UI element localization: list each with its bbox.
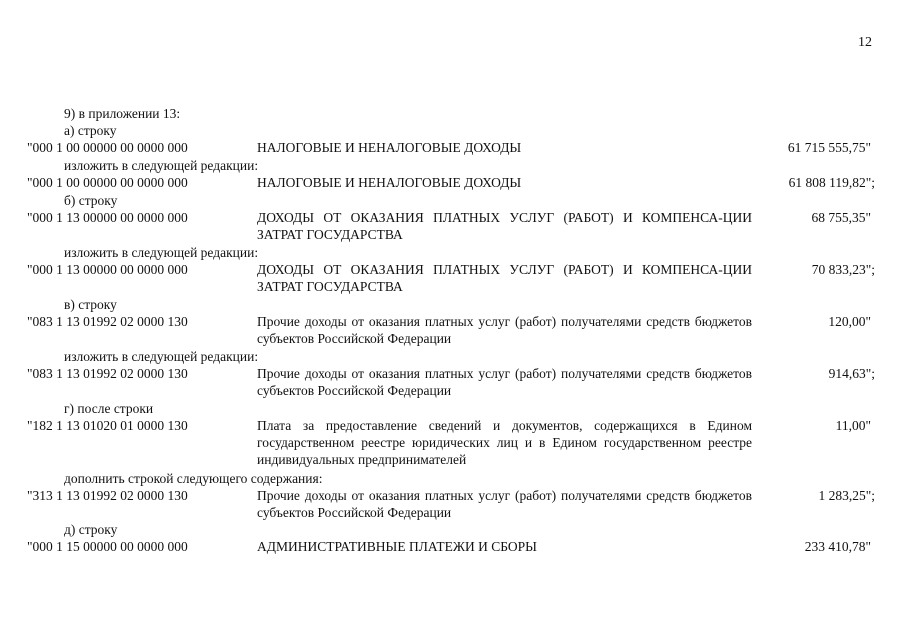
row-4-desc: ДОХОДЫ ОТ ОКАЗАНИЯ ПЛАТНЫХ УСЛУГ (РАБОТ) И КОМПЕНСА-ЦИИ ЗАТРАТ ГОСУДАРСТВА <box>257 262 752 294</box>
row-5-desc: Прочие доходы от оказания платных услуг (работ) получателями средств бюджетов субъектов Российской Федерации <box>257 314 752 346</box>
row-3-code: "000 1 13 00000 00 0000 000 <box>27 210 188 225</box>
row-5-amount: 120,00" <box>828 314 871 329</box>
page-number: 12 <box>858 35 872 50</box>
label-v: в) строку <box>64 297 117 312</box>
row-3-desc: ДОХОДЫ ОТ ОКАЗАНИЯ ПЛАТНЫХ УСЛУГ (РАБОТ) И КОМПЕНСА-ЦИИ ЗАТРАТ ГОСУДАРСТВА <box>257 210 752 242</box>
row-4-amount: 70 833,23"; <box>811 262 875 277</box>
row-8-desc: Прочие доходы от оказания платных услуг (работ) получателями средств бюджетов субъектов Российской Федерации <box>257 488 752 520</box>
row-6-desc: Прочие доходы от оказания платных услуг (работ) получателями средств бюджетов субъектов Российской Федерации <box>257 366 752 398</box>
label-a: а) строку <box>64 123 117 138</box>
row-7-amount: 11,00" <box>835 418 871 433</box>
label-d: д) строку <box>64 522 118 537</box>
row-5-code: "083 1 13 01992 02 0000 130 <box>27 314 188 329</box>
label-replace-2: изложить в следующей редакции: <box>64 245 259 260</box>
row-8-code: "313 1 13 01992 02 0000 130 <box>27 488 188 503</box>
row-6-code: "083 1 13 01992 02 0000 130 <box>27 366 188 381</box>
row-6-amount: 914,63"; <box>828 366 875 381</box>
label-replace-3: изложить в следующей редакции: <box>64 349 259 364</box>
row-1-code: "000 1 00 00000 00 0000 000 <box>27 140 188 155</box>
label-replace-1: изложить в следующей редакции: <box>64 158 259 173</box>
row-9-code: "000 1 15 00000 00 0000 000 <box>27 539 188 554</box>
row-9-amount: 233 410,78" <box>804 539 871 554</box>
row-4-code: "000 1 13 00000 00 0000 000 <box>27 262 188 277</box>
label-b: б) строку <box>64 193 118 208</box>
row-2-desc: НАЛОГОВЫЕ И НЕНАЛОГОВЫЕ ДОХОДЫ <box>257 175 522 190</box>
label-add: дополнить строкой следующего содержания: <box>64 471 323 486</box>
row-9-desc: АДМИНИСТРАТИВНЫЕ ПЛАТЕЖИ И СБОРЫ <box>257 539 537 554</box>
row-1-desc: НАЛОГОВЫЕ И НЕНАЛОГОВЫЕ ДОХОДЫ <box>257 140 522 155</box>
section-intro: 9) в приложении 13: <box>64 106 181 121</box>
row-7-desc: Плата за предоставление сведений и документов, содержащихся в Едином государственном реестре юридических лиц и в Едином государственном реестре индивидуальных предпринимателей <box>257 418 752 467</box>
row-8-amount: 1 283,25"; <box>818 488 875 503</box>
row-3-amount: 68 755,35" <box>811 210 871 225</box>
row-7-code: "182 1 13 01020 01 0000 130 <box>27 418 188 433</box>
label-g: г) после строки <box>64 401 154 416</box>
row-2-code: "000 1 00 00000 00 0000 000 <box>27 175 188 190</box>
row-2-amount: 61 808 119,82"; <box>788 175 875 190</box>
row-1-amount: 61 715 555,75" <box>787 140 871 155</box>
